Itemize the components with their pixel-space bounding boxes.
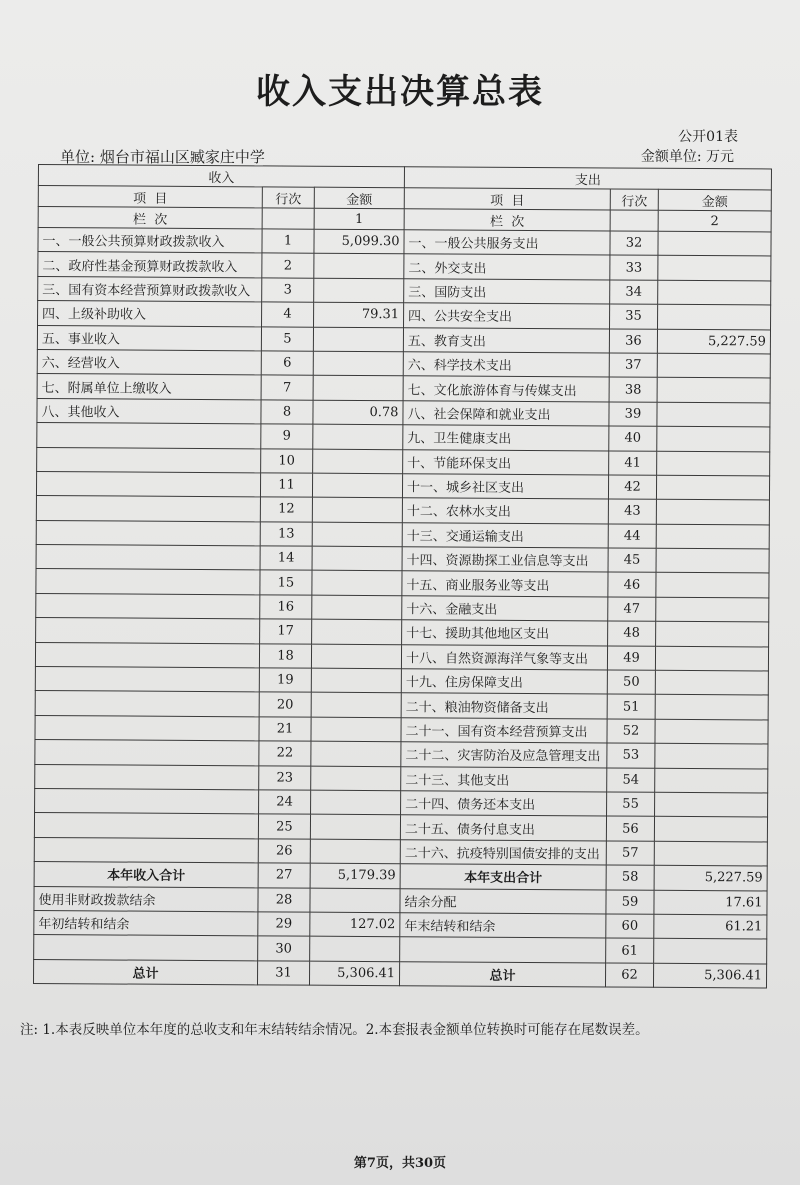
income-item-cell bbox=[35, 715, 259, 741]
expense-amount-cell bbox=[657, 402, 770, 427]
income-item-cell: 六、经营收入 bbox=[37, 349, 261, 375]
expense-item-cell: 六、科学技术支出 bbox=[403, 352, 609, 378]
income-item-cell: 一、一般公共预算财政拨款收入 bbox=[38, 228, 262, 254]
expense-item-cell: 一、一般公共服务支出 bbox=[404, 230, 610, 256]
income-item-cell: 总计 bbox=[33, 959, 257, 985]
expense-item-cell: 本年支出合计 bbox=[400, 864, 606, 890]
income-row-no-cell: 25 bbox=[258, 814, 310, 839]
expense-item-cell: 十九、住房保障支出 bbox=[401, 669, 607, 695]
income-row-no-cell: 11 bbox=[260, 473, 312, 498]
income-expense-table bbox=[33, 164, 772, 989]
expense-column-index: 2 bbox=[658, 210, 771, 232]
income-row-no-cell: 29 bbox=[258, 912, 310, 937]
expense-item-cell: 四、公共安全支出 bbox=[404, 303, 610, 329]
income-row-no-cell: 16 bbox=[260, 595, 312, 620]
expense-row-no-cell: 48 bbox=[608, 621, 656, 646]
expense-amount-cell: 5,306.41 bbox=[653, 963, 766, 988]
expense-item-cell: 年末结转和结余 bbox=[400, 913, 606, 939]
expense-item-cell: 十三、交通运输支出 bbox=[402, 522, 608, 548]
expense-item-cell: 结余分配 bbox=[400, 888, 606, 914]
income-item-cell: 五、事业收入 bbox=[37, 325, 261, 351]
income-amount-cell bbox=[312, 497, 402, 522]
table-row bbox=[33, 959, 766, 988]
expense-item-cell bbox=[400, 937, 606, 963]
income-row-no-cell: 22 bbox=[259, 741, 311, 766]
expense-item-cell: 二十三、其他支出 bbox=[401, 766, 607, 792]
income-row-no-cell: 2 bbox=[262, 253, 314, 278]
income-row-no-cell: 23 bbox=[259, 765, 311, 790]
income-amount-cell bbox=[310, 815, 400, 840]
expense-row-no-cell: 35 bbox=[610, 304, 658, 329]
income-row-no-cell: 8 bbox=[261, 400, 313, 425]
income-row-no-cell: 15 bbox=[260, 570, 312, 595]
income-row-no-cell: 13 bbox=[260, 522, 312, 547]
expense-amount-header: 金额 bbox=[658, 189, 771, 211]
income-item-cell bbox=[35, 740, 259, 766]
expense-item-cell: 二十五、债务付息支出 bbox=[400, 815, 606, 841]
income-amount-cell bbox=[312, 619, 402, 644]
expense-amount-cell bbox=[656, 475, 769, 500]
income-amount-cell bbox=[311, 717, 401, 742]
expense-item-cell: 十二、农林水支出 bbox=[402, 498, 608, 524]
expense-row-no-cell: 56 bbox=[606, 816, 654, 841]
expense-item-cell: 五、教育支出 bbox=[403, 327, 609, 353]
income-item-header: 项 目 bbox=[38, 186, 262, 208]
expense-item-cell: 十四、资源勘探工业信息等支出 bbox=[402, 547, 608, 573]
income-row-no-cell: 5 bbox=[261, 326, 313, 351]
reporting-unit: 单位: 烟台市福山区臧家庄中学 bbox=[60, 148, 265, 166]
income-row-no-cell: 31 bbox=[257, 961, 309, 986]
expense-item-cell: 十、节能环保支出 bbox=[403, 449, 609, 475]
expense-row-no-cell: 58 bbox=[606, 865, 654, 890]
money-unit: 金额单位: 万元 bbox=[640, 149, 734, 165]
income-row-no-cell: 4 bbox=[262, 302, 314, 327]
income-amount-cell bbox=[314, 278, 404, 303]
expense-item-cell: 二十、粮油物资储备支出 bbox=[401, 693, 607, 719]
expense-row-no-cell: 59 bbox=[606, 890, 654, 915]
income-item-cell bbox=[35, 691, 259, 717]
income-item-cell: 七、附属单位上缴收入 bbox=[37, 374, 261, 400]
income-item-cell: 三、国有资本经营预算财政拨款收入 bbox=[38, 276, 262, 302]
expense-amount-cell bbox=[658, 231, 771, 256]
expense-amount-cell bbox=[655, 792, 768, 817]
expense-amount-cell bbox=[655, 743, 768, 768]
expense-row-no-cell: 36 bbox=[609, 329, 657, 354]
income-item-cell bbox=[34, 813, 258, 839]
expense-amount-cell bbox=[656, 524, 769, 549]
expense-item-cell: 九、卫生健康支出 bbox=[403, 425, 609, 451]
expense-item-cell: 十八、自然资源海洋气象等支出 bbox=[401, 644, 607, 670]
expense-amount-cell bbox=[657, 451, 770, 476]
income-column-label: 栏 次 bbox=[38, 207, 262, 229]
income-row-no-header: 行次 bbox=[262, 187, 314, 208]
expense-item-cell: 总计 bbox=[399, 961, 605, 987]
income-row-no-cell: 24 bbox=[259, 790, 311, 815]
expense-amount-cell bbox=[657, 378, 770, 403]
expense-amount-cell bbox=[654, 817, 767, 842]
expense-amount-cell bbox=[657, 353, 770, 378]
income-amount-cell bbox=[310, 937, 400, 962]
expense-item-cell: 十六、金融支出 bbox=[402, 596, 608, 622]
expense-row-no-cell: 62 bbox=[605, 963, 653, 988]
income-item-cell bbox=[36, 496, 260, 522]
income-item-cell bbox=[36, 618, 260, 644]
expense-item-header: 项 目 bbox=[404, 188, 610, 210]
expense-amount-cell: 17.61 bbox=[654, 890, 767, 915]
income-row-no-cell: 21 bbox=[259, 717, 311, 742]
income-amount-cell: 5,306.41 bbox=[309, 961, 399, 986]
income-item-cell: 本年收入合计 bbox=[34, 862, 258, 888]
income-item-cell bbox=[37, 423, 261, 449]
income-amount-cell bbox=[312, 546, 402, 571]
income-item-cell bbox=[36, 520, 260, 546]
income-amount-cell bbox=[312, 473, 402, 498]
expense-row-no-cell: 55 bbox=[607, 792, 655, 817]
income-amount-cell: 5,099.30 bbox=[314, 229, 404, 254]
expense-item-cell: 三、国防支出 bbox=[404, 279, 610, 305]
expense-row-no-cell: 39 bbox=[609, 402, 657, 427]
income-row-no-cell: 17 bbox=[260, 619, 312, 644]
expense-item-cell: 二十一、国有资本经营预算支出 bbox=[401, 718, 607, 744]
income-column-index: 1 bbox=[314, 208, 404, 230]
income-section-header: 收入 bbox=[38, 165, 404, 188]
expense-item-cell: 二十四、债务还本支出 bbox=[401, 791, 607, 817]
income-row-no-cell: 3 bbox=[262, 278, 314, 303]
expense-amount-cell: 61.21 bbox=[654, 914, 767, 939]
expense-row-no-cell: 50 bbox=[607, 670, 655, 695]
expense-row-no-cell: 43 bbox=[608, 499, 656, 524]
expense-row-no-cell: 33 bbox=[610, 255, 658, 280]
form-code: 公开01表 bbox=[678, 129, 738, 145]
expense-amount-cell: 5,227.59 bbox=[657, 329, 770, 354]
expense-column-label: 栏 次 bbox=[404, 209, 610, 231]
expense-section-header: 支出 bbox=[404, 167, 771, 190]
expense-row-no-cell: 32 bbox=[610, 231, 658, 256]
income-row-no-cell: 7 bbox=[261, 375, 313, 400]
page-title: 收入支出决算总表 bbox=[256, 72, 544, 112]
expense-row-no-cell: 46 bbox=[608, 572, 656, 597]
income-column-blank bbox=[262, 208, 314, 229]
expense-item-cell: 七、文化旅游体育与传媒支出 bbox=[403, 376, 609, 402]
income-item-cell bbox=[35, 788, 259, 814]
income-amount-cell: 0.78 bbox=[313, 400, 403, 425]
income-row-no-cell: 18 bbox=[259, 644, 311, 669]
expense-amount-cell bbox=[656, 548, 769, 573]
expense-amount-cell bbox=[654, 939, 767, 964]
income-row-no-cell: 9 bbox=[261, 424, 313, 449]
income-amount-cell bbox=[311, 693, 401, 718]
income-amount-cell bbox=[313, 449, 403, 474]
income-row-no-cell: 14 bbox=[260, 546, 312, 571]
expense-row-no-cell: 40 bbox=[609, 426, 657, 451]
income-item-cell bbox=[36, 471, 260, 497]
expense-amount-cell bbox=[655, 719, 768, 744]
income-amount-cell: 127.02 bbox=[310, 912, 400, 937]
income-item-cell: 二、政府性基金预算财政拨款收入 bbox=[38, 252, 262, 278]
expense-row-no-cell: 47 bbox=[608, 597, 656, 622]
income-item-cell: 使用非财政拨款结余 bbox=[34, 886, 258, 912]
footnote: 注: 1.本表反映单位本年度的总收支和年末结转结余情况。2.本套报表金额单位转换时可能存在尾数误差。 bbox=[20, 1022, 649, 1038]
income-amount-cell bbox=[312, 595, 402, 620]
expense-amount-cell bbox=[656, 500, 769, 525]
expense-row-no-cell: 34 bbox=[610, 280, 658, 305]
expense-row-no-cell: 54 bbox=[607, 768, 655, 793]
page-number: 第7页，共30页 bbox=[353, 1156, 447, 1171]
expense-row-no-cell: 57 bbox=[606, 841, 654, 866]
expense-row-no-header: 行次 bbox=[610, 189, 658, 210]
income-row-no-cell: 19 bbox=[259, 668, 311, 693]
income-item-cell bbox=[34, 837, 258, 863]
income-item-cell: 四、上级补助收入 bbox=[38, 301, 262, 327]
expense-amount-cell: 5,227.59 bbox=[654, 865, 767, 890]
income-row-no-cell: 20 bbox=[259, 692, 311, 717]
expense-row-no-cell: 41 bbox=[609, 451, 657, 476]
expense-row-no-cell: 60 bbox=[606, 914, 654, 939]
income-amount-cell bbox=[313, 351, 403, 376]
income-item-cell: 年初结转和结余 bbox=[34, 910, 258, 936]
income-row-no-cell: 6 bbox=[261, 351, 313, 376]
income-row-no-cell: 10 bbox=[261, 448, 313, 473]
income-item-cell bbox=[34, 935, 258, 961]
expense-amount-cell bbox=[657, 426, 770, 451]
income-amount-cell bbox=[311, 644, 401, 669]
expense-amount-cell bbox=[656, 573, 769, 598]
expense-row-no-cell: 38 bbox=[609, 377, 657, 402]
income-row-no-cell: 30 bbox=[258, 936, 310, 961]
income-item-cell bbox=[35, 667, 259, 693]
expense-amount-cell bbox=[655, 768, 768, 793]
expense-row-no-cell: 42 bbox=[608, 475, 656, 500]
income-amount-cell: 5,179.39 bbox=[310, 863, 400, 888]
income-amount-cell bbox=[313, 376, 403, 401]
income-row-no-cell: 28 bbox=[258, 887, 310, 912]
expense-column-blank bbox=[610, 210, 658, 231]
expense-item-cell: 十七、援助其他地区支出 bbox=[402, 620, 608, 646]
income-amount-cell bbox=[313, 424, 403, 449]
expense-row-no-cell: 37 bbox=[609, 353, 657, 378]
expense-amount-cell bbox=[655, 646, 768, 671]
expense-amount-cell bbox=[658, 304, 771, 329]
expense-item-cell: 八、社会保障和就业支出 bbox=[403, 400, 609, 426]
income-amount-cell bbox=[314, 254, 404, 279]
income-item-cell bbox=[36, 545, 260, 571]
income-amount-cell bbox=[311, 790, 401, 815]
expense-item-cell: 二十六、抗疫特别国债安排的支出 bbox=[400, 839, 606, 865]
expense-row-no-cell: 61 bbox=[606, 938, 654, 963]
income-row-no-cell: 26 bbox=[258, 839, 310, 864]
expense-amount-cell bbox=[656, 622, 769, 647]
expense-row-no-cell: 52 bbox=[607, 719, 655, 744]
income-row-no-cell: 27 bbox=[258, 863, 310, 888]
income-amount-cell bbox=[312, 571, 402, 596]
income-amount-cell bbox=[312, 522, 402, 547]
expense-row-no-cell: 51 bbox=[607, 694, 655, 719]
income-amount-cell bbox=[311, 766, 401, 791]
expense-item-cell: 十一、城乡社区支出 bbox=[402, 474, 608, 500]
income-row-no-cell: 12 bbox=[260, 497, 312, 522]
expense-amount-cell bbox=[658, 280, 771, 305]
income-item-cell bbox=[35, 764, 259, 790]
income-amount-cell bbox=[310, 839, 400, 864]
income-amount-cell bbox=[311, 741, 401, 766]
expense-row-no-cell: 49 bbox=[607, 646, 655, 671]
income-item-cell bbox=[36, 569, 260, 595]
income-amount-cell bbox=[311, 668, 401, 693]
expense-row-no-cell: 45 bbox=[608, 548, 656, 573]
income-amount-header: 金额 bbox=[314, 187, 404, 209]
income-amount-cell bbox=[313, 327, 403, 352]
income-item-cell bbox=[36, 593, 260, 619]
income-item-cell bbox=[35, 642, 259, 668]
expense-item-cell: 二、外交支出 bbox=[404, 254, 610, 280]
expense-row-no-cell: 53 bbox=[607, 743, 655, 768]
expense-amount-cell bbox=[655, 695, 768, 720]
income-row-no-cell: 1 bbox=[262, 229, 314, 254]
expense-amount-cell bbox=[656, 597, 769, 622]
expense-item-cell: 十五、商业服务业等支出 bbox=[402, 571, 608, 597]
income-amount-cell: 79.31 bbox=[314, 302, 404, 327]
expense-item-cell: 二十二、灾害防治及应急管理支出 bbox=[401, 742, 607, 768]
income-amount-cell bbox=[310, 888, 400, 913]
income-item-cell: 八、其他收入 bbox=[37, 398, 261, 424]
income-item-cell bbox=[37, 447, 261, 473]
expense-amount-cell bbox=[655, 670, 768, 695]
expense-amount-cell bbox=[658, 256, 771, 281]
expense-amount-cell bbox=[654, 841, 767, 866]
expense-row-no-cell: 44 bbox=[608, 524, 656, 549]
